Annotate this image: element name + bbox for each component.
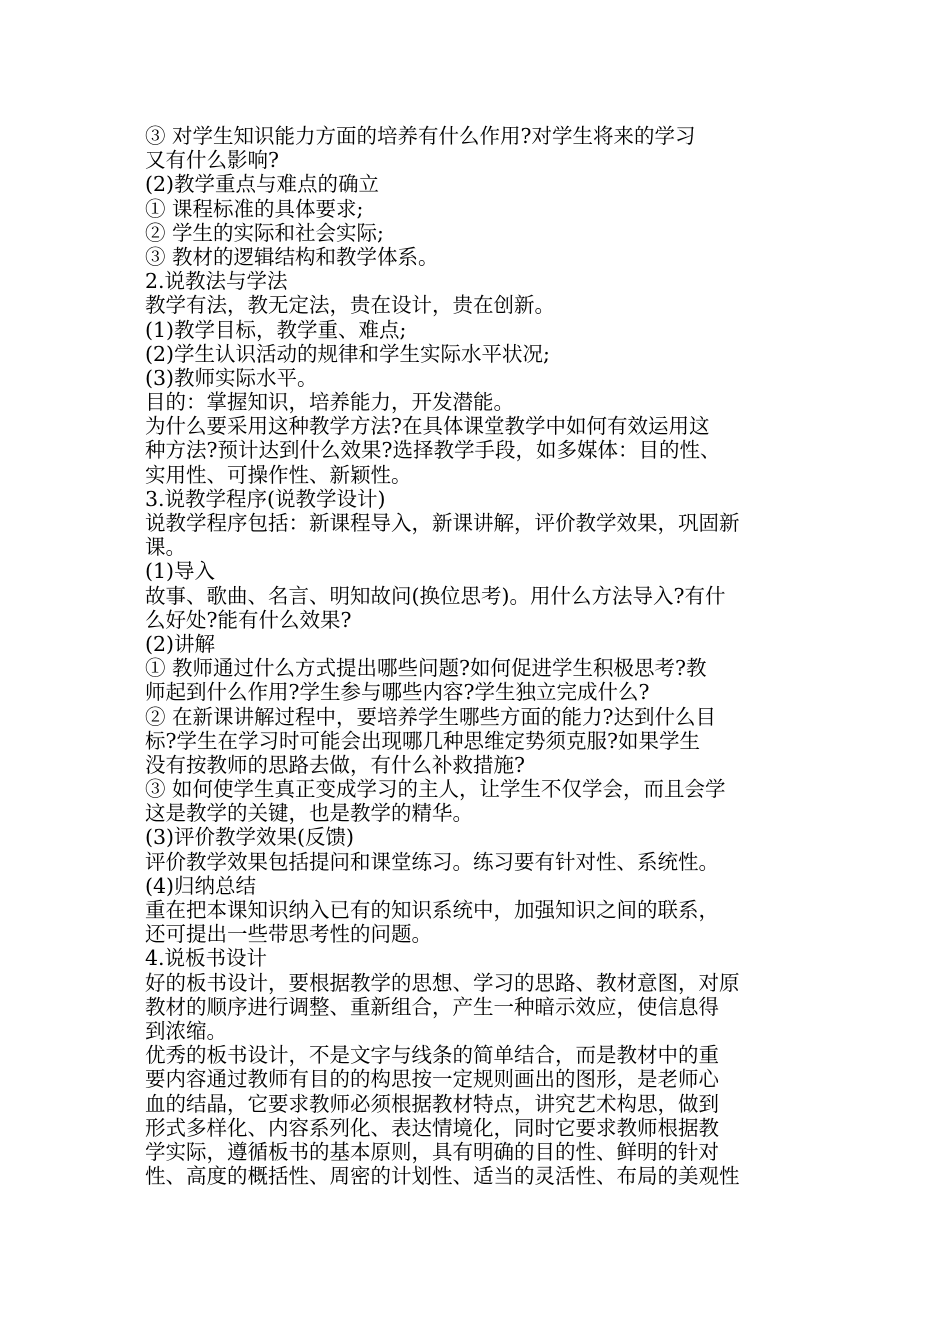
text-line: 故事、歌曲、名言、明知故问(换位思考)。用什么方法导入?有什 [145,583,726,608]
text-line: (3)评价教学效果(反馈) [145,825,355,850]
text-line: ① 教师通过什么方式提出哪些问题?如何促进学生积极思考?教 [145,656,707,681]
text-line: (2)教学重点与难点的确立 [145,172,380,197]
text-line: 实用性、可操作性、新颖性。 [145,462,412,487]
text-line: ③ 对学生知识能力方面的培养有什么作用?对学生将来的学习 [145,124,696,148]
text-line: (2)学生认识活动的规律和学生实际水平状况; [145,341,550,366]
text-line: 没有按教师的思路去做，有什么补救措施? [145,752,525,777]
text-line: 2.说教法与学法 [145,269,288,294]
text-line: (2)讲解 [145,631,216,656]
text-line: 目的：掌握知识，培养能力，开发潜能。 [145,390,514,415]
text-line: 重在把本课知识纳入已有的知识系统中，加强知识之间的联系， [145,898,719,922]
text-line: 学实际，遵循板书的基本原则，具有明确的目的性、鲜明的针对 [145,1139,719,1164]
text-line: 师起到什么作用?学生参与哪些内容?学生独立完成什么? [145,680,650,705]
text-line: 优秀的板书设计，不是文字与线条的简单结合，而是教材中的重 [145,1043,719,1068]
text-line: 评价教学效果包括提问和课堂练习。练习要有针对性、系统性。 [145,849,719,874]
document-body [145,124,815,1188]
text-line: 又有什么影响? [145,148,279,173]
text-line: 性、高度的概括性、周密的计划性、适当的灵活性、布局的美观性 [145,1164,740,1189]
text-line: 要内容通过教师有目的的构思按一定规则画出的图形，是老师心 [145,1067,719,1092]
text-line: 好的板书设计，要根据教学的思想、学习的思路、教材意图，对原 [145,970,740,995]
text-line: 血的结晶，它要求教师必须根据教材特点，讲究艺术构思，做到 [145,1091,719,1116]
text-line: 种方法?预计达到什么效果?选择教学手段，如多媒体：目的性、 [145,438,721,463]
text-line: 为什么要采用这种教学方法?在具体课堂教学中如何有效运用这 [145,414,710,439]
text-line: 教学有法，教无定法，贵在设计，贵在创新。 [145,293,555,318]
text-line: 课。 [145,535,186,560]
text-line: 还可提出一些带思考性的问题。 [145,922,432,947]
text-line: (3)教师实际水平。 [145,365,318,390]
text-line: 教材的顺序进行调整、重新组合，产生一种暗示效应，使信息得 [145,994,719,1019]
text-line: ② 学生的实际和社会实际; [145,220,384,245]
text-line: 形式多样化、内容系列化、表达情境化，同时它要求教师根据教 [145,1115,719,1140]
text-line: (4)归纳总结 [145,873,257,898]
text-line: ① 课程标准的具体要求; [145,196,364,221]
text-line: 说教学程序包括：新课程导入，新课讲解，评价教学效果，巩固新 [145,511,740,535]
text-line: 标?学生在学习时可能会出现哪几种思维定势须克服?如果学生 [145,728,700,753]
text-line: 到浓缩。 [145,1018,227,1043]
text-line: ③ 教材的逻辑结构和教学体系。 [145,244,439,269]
text-line: (1)教学目标，教学重、难点; [145,317,407,342]
text-line: ② 在新课讲解过程中，要培养学生哪些方面的能力?达到什么目 [145,704,717,729]
text-line: (1)导入 [145,559,216,584]
text-line: 这是教学的关键，也是教学的精华。 [145,801,473,826]
text-line: 3.说教学程序(说教学设计) [145,486,386,511]
text-line: 么好处?能有什么效果? [145,607,352,632]
text-line: ③ 如何使学生真正变成学习的主人，让学生不仅学会，而且会学 [145,777,726,802]
text-line: 4.说板书设计 [145,946,268,971]
